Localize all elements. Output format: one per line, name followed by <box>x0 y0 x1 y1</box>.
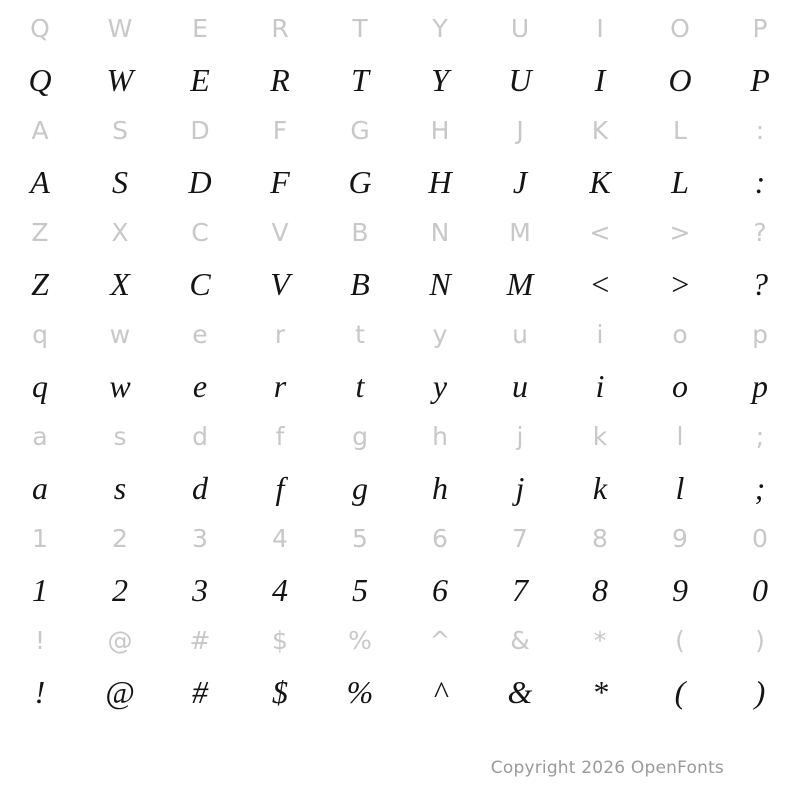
glyph-cell: N <box>430 218 450 247</box>
glyph-cell: @ <box>107 626 133 655</box>
glyph-cell: p <box>752 320 768 349</box>
glyph-cell: p <box>752 368 768 404</box>
glyph-cell: J <box>512 164 528 200</box>
glyph-cell: s <box>113 422 127 451</box>
glyph-cell: ( <box>674 674 686 710</box>
glyph-cell: A <box>30 164 50 200</box>
glyph-cell: D <box>190 116 210 145</box>
glyph-cell: 8 <box>592 524 608 553</box>
glyph-cell: r <box>273 368 287 404</box>
glyph-cell: q <box>32 320 48 349</box>
glyph-cell: 0 <box>752 572 768 608</box>
glyph-cell: L <box>671 164 689 200</box>
glyph-cell: 7 <box>512 572 528 608</box>
glyph-cell: s <box>113 470 127 506</box>
glyph-cell: 2 <box>112 524 128 553</box>
glyph-cell: 7 <box>512 524 528 553</box>
glyph-cell: Z <box>31 218 49 247</box>
glyph-row-sample <box>0 616 800 666</box>
glyph-cell: H <box>428 164 452 200</box>
glyph-cell: C <box>191 218 209 247</box>
glyph-cell: U <box>508 62 532 98</box>
glyph-cell: h <box>432 470 448 506</box>
glyph-row-display <box>0 462 800 514</box>
glyph-cell: k <box>592 470 608 506</box>
glyph-cell: q <box>32 368 48 404</box>
glyph-cell: F <box>270 164 290 200</box>
glyph-cell: i <box>596 320 604 349</box>
glyph-cell: E <box>190 62 210 98</box>
glyph-row-sample <box>0 208 800 258</box>
glyph-cell: & <box>510 626 530 655</box>
glyph-cell: * <box>593 626 607 655</box>
glyph-cell: C <box>189 266 211 302</box>
glyph-cell: g <box>352 470 368 506</box>
glyph-cell: T <box>351 62 369 98</box>
glyph-row-display <box>0 666 800 718</box>
glyph-cell: T <box>352 14 368 43</box>
glyph-cell: $ <box>272 674 288 710</box>
glyph-cell: @ <box>105 674 135 710</box>
glyph-cell: * <box>592 674 608 710</box>
glyph-cell: Z <box>31 266 49 302</box>
glyph-cell: ; <box>754 470 766 506</box>
glyph-cell: X <box>110 266 130 302</box>
glyph-cell: 8 <box>592 572 608 608</box>
glyph-cell: j <box>516 422 524 451</box>
glyph-cell: ) <box>754 674 766 710</box>
glyph-cell: r <box>274 320 286 349</box>
glyph-cell: # <box>189 626 211 655</box>
glyph-cell: W <box>107 14 133 43</box>
glyph-cell: U <box>510 14 530 43</box>
glyph-cell: k <box>592 422 608 451</box>
glyph-row-sample <box>0 412 800 462</box>
glyph-cell: o <box>672 368 688 404</box>
glyph-cell: V <box>271 218 289 247</box>
glyph-cell: V <box>270 266 290 302</box>
glyph-row-sample <box>0 514 800 564</box>
glyph-cell: 3 <box>192 524 208 553</box>
glyph-cell: u <box>512 368 528 404</box>
glyph-cell: W <box>106 62 134 98</box>
glyph-cell: X <box>111 218 129 247</box>
glyph-cell: y <box>432 320 448 349</box>
glyph-cell: N <box>429 266 451 302</box>
glyph-cell: 4 <box>272 524 288 553</box>
glyph-cell: ( <box>675 626 685 655</box>
glyph-cell: E <box>192 14 208 43</box>
glyph-cell: t <box>355 368 365 404</box>
glyph-cell: 5 <box>352 524 368 553</box>
glyph-cell: M <box>506 266 534 302</box>
glyph-cell: S <box>112 116 128 145</box>
glyph-cell: < <box>589 218 611 247</box>
glyph-cell: 0 <box>752 524 768 553</box>
glyph-cell: 6 <box>432 572 448 608</box>
glyph-cell: G <box>348 164 372 200</box>
glyph-cell: O <box>670 14 690 43</box>
glyph-cell: A <box>31 116 49 145</box>
glyph-cell: 1 <box>32 524 48 553</box>
glyph-row-display <box>0 564 800 616</box>
glyph-cell: ? <box>753 218 767 247</box>
glyph-cell: y <box>432 368 448 404</box>
glyph-cell: ! <box>34 626 46 655</box>
glyph-cell: 4 <box>272 572 288 608</box>
glyph-cell: G <box>350 116 370 145</box>
glyph-cell: ? <box>752 266 768 302</box>
glyph-cell: a <box>32 470 48 506</box>
glyph-cell: : <box>754 164 766 200</box>
glyph-cell: i <box>595 368 605 404</box>
glyph-cell: : <box>755 116 765 145</box>
glyph-cell: O <box>668 62 692 98</box>
glyph-cell: Q <box>28 62 52 98</box>
glyph-cell: Y <box>432 14 448 43</box>
glyph-cell: 3 <box>192 572 208 608</box>
glyph-cell: & <box>507 674 533 710</box>
glyph-cell: 2 <box>112 572 128 608</box>
glyph-cell: f <box>275 422 285 451</box>
glyph-cell: B <box>350 266 370 302</box>
glyph-cell: ^ <box>429 626 451 655</box>
glyph-row-sample <box>0 310 800 360</box>
glyph-cell: J <box>516 116 524 145</box>
glyph-cell: d <box>192 422 208 451</box>
glyph-cell: ^ <box>433 674 447 710</box>
glyph-cell: j <box>515 470 525 506</box>
glyph-cell: 9 <box>672 572 688 608</box>
glyph-cell: f <box>275 470 285 506</box>
glyph-cell: I <box>596 14 604 43</box>
glyph-cell: Y <box>431 62 449 98</box>
glyph-cell: F <box>272 116 288 145</box>
glyph-cell: 5 <box>352 572 368 608</box>
glyph-cell: $ <box>272 626 288 655</box>
glyph-cell: e <box>192 368 208 404</box>
glyph-row-sample <box>0 106 800 156</box>
glyph-cell: w <box>109 368 131 404</box>
glyph-cell: ! <box>34 674 46 710</box>
glyph-row-display <box>0 258 800 310</box>
copyright-notice: Copyright 2026 OpenFonts <box>490 758 724 778</box>
glyph-cell: K <box>589 164 611 200</box>
glyph-cell: o <box>672 320 688 349</box>
glyph-cell: ) <box>755 626 765 655</box>
glyph-cell: I <box>594 62 606 98</box>
glyph-cell: > <box>669 266 691 302</box>
glyph-row-display <box>0 360 800 412</box>
glyph-cell: 9 <box>672 524 688 553</box>
glyph-cell: ; <box>755 422 765 451</box>
glyph-cell: % <box>348 626 372 655</box>
glyph-cell: < <box>589 266 611 302</box>
glyph-cell: # <box>192 674 208 710</box>
glyph-cell: Q <box>30 14 50 43</box>
glyph-row-display <box>0 54 800 106</box>
glyph-cell: R <box>270 62 290 98</box>
glyph-row-display <box>0 156 800 208</box>
glyph-cell: 1 <box>32 572 48 608</box>
glyph-cell: l <box>676 422 684 451</box>
glyph-cell: h <box>432 422 448 451</box>
glyph-cell: w <box>109 320 131 349</box>
glyph-cell: P <box>752 14 768 43</box>
glyph-cell: % <box>346 674 374 710</box>
glyph-cell: B <box>351 218 369 247</box>
glyph-cell: K <box>591 116 609 145</box>
glyph-cell: t <box>355 320 365 349</box>
glyph-cell: g <box>352 422 368 451</box>
glyph-cell: e <box>192 320 208 349</box>
glyph-cell: 6 <box>432 524 448 553</box>
glyph-cell: l <box>675 470 685 506</box>
glyph-cell: P <box>750 62 770 98</box>
glyph-row-sample <box>0 4 800 54</box>
glyph-cell: D <box>188 164 212 200</box>
glyph-cell: a <box>32 422 48 451</box>
glyph-cell: L <box>673 116 687 145</box>
glyph-cell: u <box>512 320 528 349</box>
glyph-cell: M <box>509 218 531 247</box>
glyph-cell: > <box>669 218 691 247</box>
glyph-cell: R <box>271 14 289 43</box>
glyph-cell: H <box>430 116 450 145</box>
glyph-cell: d <box>192 470 208 506</box>
glyph-cell: S <box>112 164 128 200</box>
